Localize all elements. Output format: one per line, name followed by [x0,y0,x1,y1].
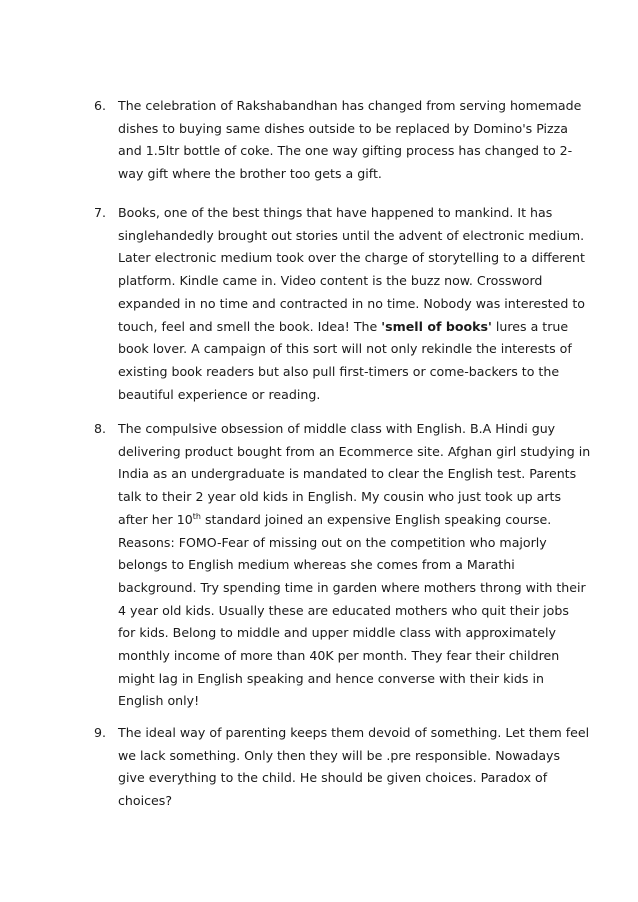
list-item-7 [94,202,585,406]
item-line: talk to their 2 year old kids in English. My cousin who just took up arts [118,489,562,505]
superscript: th [192,511,201,521]
item-line: 4 year old kids. Usually these are educated mothers who quit their jobs [118,602,569,618]
item-line: English only! [118,693,200,709]
item-line: Books, one of the best things that have happened to mankind. It has [118,205,553,220]
item-line-text: touch, feel and smell the book. Idea! The [118,318,382,334]
item-number: 8. [94,421,107,436]
item-line: give everything to the child. He should be given choices. Paradox of [118,770,548,786]
item-line: book lover. A campaign of this sort will not only rekindle the interests of [118,341,572,357]
item-line [118,509,598,532]
item-line-text: lures a true [491,318,569,334]
item-number: 9. [94,725,107,740]
item-line: delivering product bought from an Ecommerce site. Afghan girl studying in [118,443,591,459]
item-number: 6. [94,98,107,113]
item-line: dishes to buying same dishes outside to be replaced by Domino's Pizza [118,120,568,136]
item-line: beautiful experience or reading. [118,386,321,402]
item-line [118,316,598,339]
item-line: for kids. Belong to middle and upper middle class with approximately [118,625,556,641]
item-line: might lag in English speaking and hence converse with their kids in [118,670,544,686]
item-line-text: after her 10 [118,511,193,527]
item-line: The celebration of Rakshabandhan has changed from serving homemade [118,98,582,113]
item-line: The ideal way of parenting keeps them devoid of something. Let them feel [118,725,590,740]
item-line: platform. Kindle came in. Video content is the buzz now. Crossword [118,273,543,289]
item-line: Later electronic medium took over the charge of storytelling to a different [118,250,585,266]
item-line: background. Try spending time in garden where mothers throng with their [118,579,586,595]
item-line: The compulsive obsession of middle class with English. B.A Hindi guy [118,421,556,436]
item-number: 7. [94,205,107,220]
item-line: Reasons: FOMO-Fear of missing out on the competition who majorly [118,534,547,550]
item-line: singlehandedly brought out stories until the advent of electronic medium. [118,227,585,243]
item-line: belongs to English medium whereas she comes from a Marathi [118,557,515,573]
item-line: monthly income of more than 40K per month. They fear their children [118,648,560,664]
item-line: India as an undergraduate is mandated to clear the English test. Parents [118,466,577,482]
list-item-8 [94,418,591,713]
bold-phrase: 'smell of books' [381,318,492,334]
item-line: expanded in no time and contracted in no time. Nobody was interested to [118,295,585,311]
item-line: we lack something. Only then they will be .pre responsible. Nowadays [118,747,561,763]
item-line-text: standard joined an expensive English speaking course. [200,511,552,527]
list-item-6 [94,95,582,186]
list-item-9 [94,722,590,813]
item-line: way gift where the brother too gets a gift. [118,166,382,182]
item-line: existing book readers but also pull first-timers or come-backers to the [118,363,560,379]
item-line: choices? [118,793,173,809]
item-line: and 1.5ltr bottle of coke. The one way gifting process has changed to 2- [118,143,573,159]
